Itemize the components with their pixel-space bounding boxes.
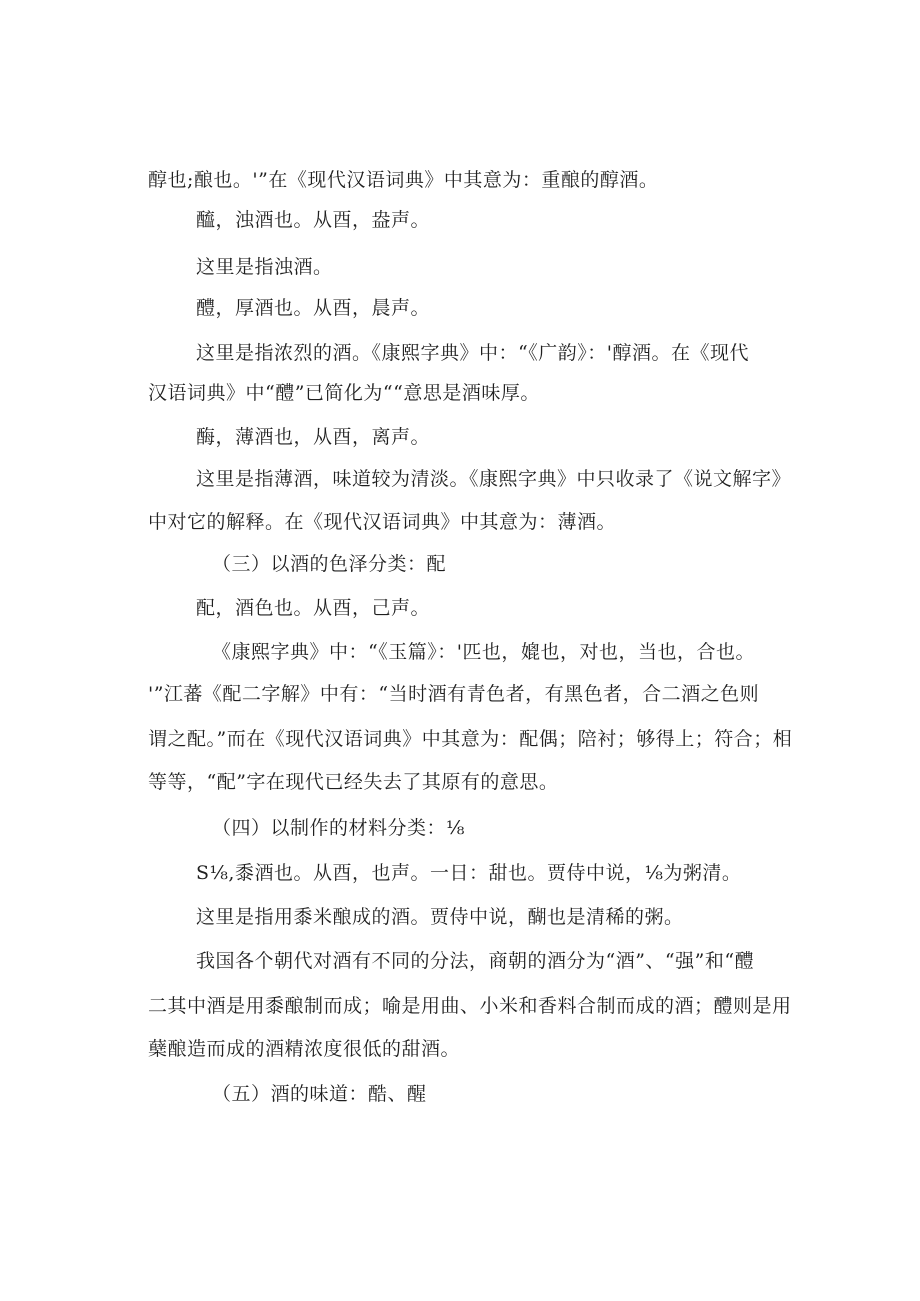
text-line: 二其中酒是用黍酿制而成；喻是用曲、小米和香料合制而成的酒；醴则是用 [148, 995, 792, 1017]
text-line: 这里是指薄酒，味道较为清淡。《康熙字典》中只收录了《说文解字》 [196, 468, 792, 490]
text-line: 我国各个朝代对酒有不同的分法，商朝的酒分为“酒”、“强”和“醴 [196, 950, 755, 972]
text-line: 这里是指浓烈的酒。《康熙字典》中：“《广韵》：'醇酒。在《现代 [196, 342, 749, 364]
text-line: 汉语词典》中“醴”已简化为““意思是酒味厚。 [148, 382, 540, 404]
text-line: 中对它的解释。在《现代汉语词典》中其意为：薄酒。 [148, 511, 617, 533]
text-line: 蘖酿造而成的酒精浓度很低的甜酒。 [148, 1038, 461, 1060]
text-line: S⅛,黍酒也。从酉，也声。一日：甜也。贾侍中说，⅛为粥清。 [196, 862, 742, 884]
text-line: 《康熙字典》中：“《玉篇》：'匹也，媲也，对也，当也，合也。 [212, 641, 755, 663]
section-heading: （四）以制作的材料分类：⅛ [212, 817, 465, 839]
text-line: 配，酒色也。从酉，己声。 [196, 597, 431, 619]
section-heading: （三）以酒的色泽分类：配 [212, 553, 447, 575]
text-line: 醇也;酿也。'”在《现代汉语词典》中其意为：重酿的醇酒。 [148, 169, 659, 191]
text-line: '”江蕃《配二字解》中有：“当时酒有青色者，有黑色者，合二酒之色则 [148, 683, 760, 705]
text-line: 等等，“配”字在现代已经失去了其原有的意思。 [148, 771, 559, 793]
text-line: 谓之配。”而在《现代汉语词典》中其意为：配偶；陪衬；够得上；符合；相 [148, 728, 793, 750]
text-line: 酶，薄酒也，从酉，离声。 [196, 426, 431, 448]
section-heading: （五）酒的味道：酷、醒 [212, 1083, 427, 1105]
text-line: 醴，厚酒也。从酉，晨声。 [196, 297, 431, 319]
text-line: 这里是指浊酒。 [196, 256, 333, 278]
text-line: 这里是指用黍米酿成的酒。贾侍中说，醐也是清稀的粥。 [196, 906, 684, 928]
text-line: 醯，浊酒也。从酉，盎声。 [196, 209, 431, 231]
